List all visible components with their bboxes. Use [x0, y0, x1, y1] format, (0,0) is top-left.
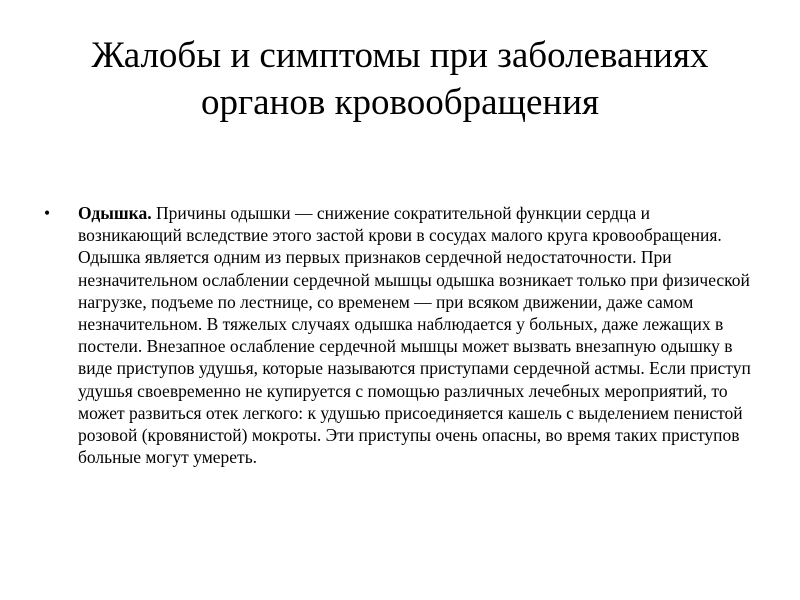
- slide-title: Жалобы и симптомы при заболеваниях органов кровообращения: [91, 35, 709, 123]
- bullet-term: Одышка.: [78, 203, 152, 223]
- bullet-marker: •: [44, 203, 51, 223]
- bullet-text: Причины одышки — снижение сократительной функции сердца и возникающий вследствие этого застой крови в сосудах малого круга кровообращения. Одышка является одним из первых признаков сердечной недостаточности. При незначительном ослаблении сердечной мышцы одышка возникает только при физической нагрузке, подъеме по лестнице, со временем — при всяком движении, даже самом незначительном. В тяжелых случаях одышка наблюдается у больных, даже лежащих в постели. Внезапное ослабление сердечной мышцы может вызвать внезапную одышку в виде приступов удушья, которые называются приступами сердечной астмы. Если приступ удушья своевременно не купируется с помощью различных лечебных мероприятий, то может развиться отек легкого: к удушью присоединяется кашель с выделением пенистой розовой (кровянистой) мокроты. Эти приступы очень опасны, во время таких приступов больные могут умереть.: [78, 203, 751, 468]
- bullet-list: [0, 202, 800, 468]
- bullet-item-dyspnea: [44, 202, 758, 468]
